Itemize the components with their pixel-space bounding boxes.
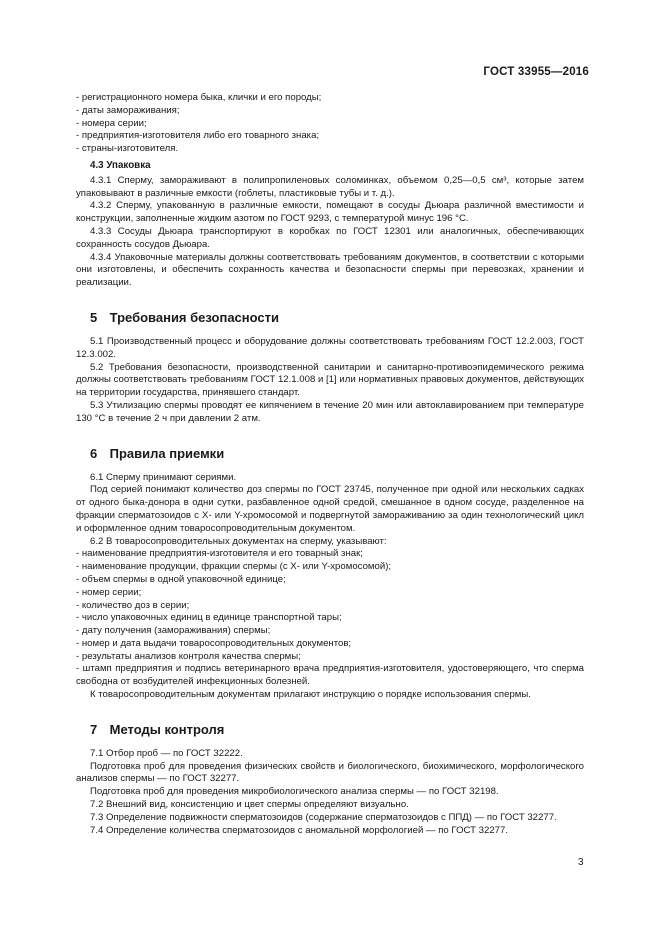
list-item: - штамп предприятия и подпись ветеринарного врача предприятия-изготовителя, удостоверяющего, что сперма свободна от возбудителей инфекционных болезней. [76,663,584,688]
paragraph-5-2: 5.2 Требования безопасности, производственной санитарии и санитарно-противоэпидемического режима должны соответствовать требованиям ГОСТ 12.1.008 и [1] или нормативных правовых документов, действующих на территории государства, принявшего стандарт. [76,361,584,399]
section-number: 6 [90,445,98,461]
paragraph-6-1-def: Под серией понимают количество доз спермы по ГОСТ 23745, полученное при одной или нескольких садках от одного быка-донора в одни сутки, разбавленное одной средой, смешанное в одном сосуде, разделенное на фракции сперматозоидов с X- или Y-хромосомой и подвергнутой замораживанию за один технологический цикл и оформленное одним товаросопроводительным документом. [76,484,584,534]
list-item: - номера серии; [76,117,147,129]
paragraph-4-3-4: 4.3.4 Упаковочные материалы должны соответствовать требованиям документов, в соответствии с которыми они изготовлены, и обеспечить сохранность качества и безопасности спермы при перевозках, хранении и реализации. [76,251,584,289]
subsection-title-4-3: 4.3 Упаковка [90,159,151,171]
paragraph-7-2: 7.2 Внешний вид, консистенцию и цвет спермы определяют визуально. [90,799,409,811]
list-item: - даты замораживания; [76,104,180,116]
section-heading-6 [76,446,584,462]
list-item: - результаты анализов контроля качества спермы; [76,650,301,662]
paragraph-7-1-prep: Подготовка проб для проведения физических свойств и биологического, биохимического, морфологического анализов спермы — по ГОСТ 32277. [76,760,584,785]
paragraph-6-instruction: К товаросопроводительным документам прилагают инструкцию о порядке использования спермы. [90,689,531,701]
list-item: - число упаковочных единиц в единице транспортной тары; [76,612,342,624]
list-item: - дату получения (замораживания) спермы; [76,625,271,637]
page-content [76,92,584,837]
paragraph-5-1: 5.1 Производственный процесс и оборудование должны соответствовать требованиям ГОСТ 12.2.003, ГОСТ 12.3.002. [76,335,584,360]
paragraph-7-3: 7.3 Определение подвижности сперматозоидов (содержание сперматозоидов с ППД) — по ГОСТ 32277. [90,811,557,823]
paragraph-7-4: 7.4 Определение количества сперматозоидов с аномальной морфологией — по ГОСТ 32277. [90,824,509,836]
list-item: - предприятия-изготовителя либо его товарного знака; [76,130,320,142]
list-item: - наименование продукции, фракции спермы (с X- или Y-хромосомой); [76,561,392,573]
paragraph-4-3-2: 4.3.2 Сперму, упакованную в различные емкости, помещают в сосуды Дьюара различной вместимости и конструкции, заполненные жидким азотом по ГОСТ 9293, с температурой минус 196 °С. [76,200,584,225]
paragraph-7-1: 7.1 Отбор проб — по ГОСТ 32222. [90,747,243,759]
section-title: Методы контроля [109,721,225,737]
list-item: - страны-изготовителя. [76,143,179,155]
list-item: - регистрационного номера быка, клички и его породы; [76,92,322,103]
section-heading-5 [76,310,584,326]
list-item: - объем спермы в одной упаковочной единице; [76,573,286,585]
paragraph-7-1-micro: Подготовка проб для проведения микробиологического анализа спермы — по ГОСТ 32198. [90,786,499,798]
paragraph-6-1: 6.1 Сперму принимают сериями. [90,471,237,483]
section-heading-7 [76,722,584,738]
paragraph-6-2: 6.2 В товаросопроводительных документах на сперму, указывают: [90,535,387,547]
paragraph-5-3: 5.3 Утилизацию спермы проводят ее кипячением в течение 20 мин или автоклавированием при температуре 130 °С в течение 2 ч при давлении 2 атм. [76,399,584,424]
paragraph-4-3-1: 4.3.1 Сперму, замораживают в полипропиленовых соломинках, объемом 0,25—0,5 см³, которые затем упаковывают в различные емкости (гоблеты, пластиковые тубы и т. д.). [76,174,584,199]
document-code: ГОСТ 33955—2016 [483,66,589,78]
list-item: - номер серии; [76,586,142,598]
list-item: - количество доз в серии; [76,599,190,611]
section-number: 7 [90,721,98,737]
list-item: - наименование предприятия-изготовителя и его товарный знак; [76,548,363,560]
page-number: 3 [578,857,584,868]
section-title: Требования безопасности [109,309,279,325]
section-number: 5 [90,309,98,325]
section-title: Правила приемки [109,445,225,461]
paragraph-4-3-3: 4.3.3 Сосуды Дьюара транспортируют в коробках по ГОСТ 12301 или аналогичных, обеспечивающих сохранность сосудов Дьюара. [76,225,584,250]
list-item: - номер и дата выдачи товаросопроводительных документов; [76,637,352,649]
